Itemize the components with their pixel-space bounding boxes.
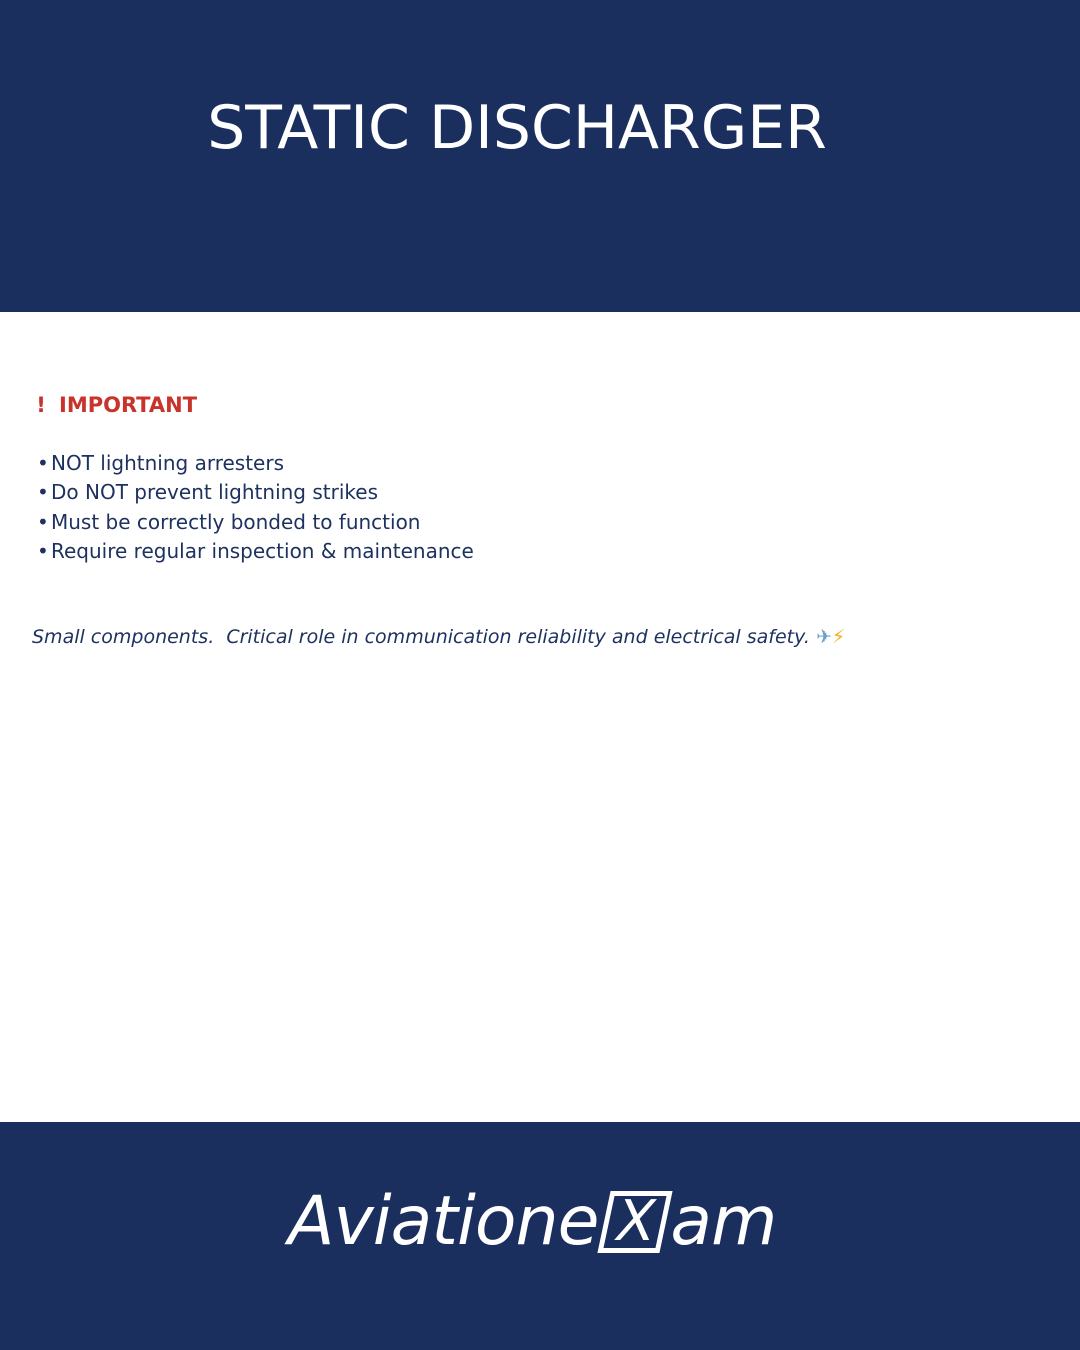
bullet-icon: • bbox=[37, 451, 49, 475]
important-heading bbox=[34, 390, 197, 420]
list-item: • NOT lightning arresters bbox=[37, 449, 474, 478]
note-icons bbox=[816, 622, 845, 652]
bullet-list bbox=[37, 449, 474, 566]
lightning-icon: ⚡ bbox=[831, 626, 846, 648]
bullet-icon: • bbox=[37, 509, 49, 534]
exclamation-icon: ! bbox=[36, 393, 46, 417]
logo-x-box bbox=[598, 1191, 673, 1253]
closing-note bbox=[32, 622, 845, 652]
important-label: IMPORTANT bbox=[59, 393, 198, 417]
list-item: • Do NOT prevent lightning strikes bbox=[37, 478, 474, 507]
logo-x-letter: X bbox=[609, 1189, 662, 1254]
list-item: • Must be correctly bonded to function bbox=[37, 508, 474, 537]
brand-logo bbox=[288, 1182, 776, 1262]
logo-text-end: am bbox=[670, 1182, 777, 1261]
airplane-icon: ✈ bbox=[815, 626, 832, 648]
bullet-icon: • bbox=[37, 480, 49, 505]
note-text: Small components. Critical role in communication reliability and electrical safety. bbox=[32, 626, 810, 648]
logo-text-start: Aviatione bbox=[288, 1182, 599, 1261]
header-banner bbox=[0, 0, 1080, 312]
page-title: STATIC DISCHARGER bbox=[207, 93, 827, 163]
list-item: • Require regular inspection & maintenance bbox=[37, 537, 474, 566]
bullet-icon: • bbox=[37, 538, 49, 563]
